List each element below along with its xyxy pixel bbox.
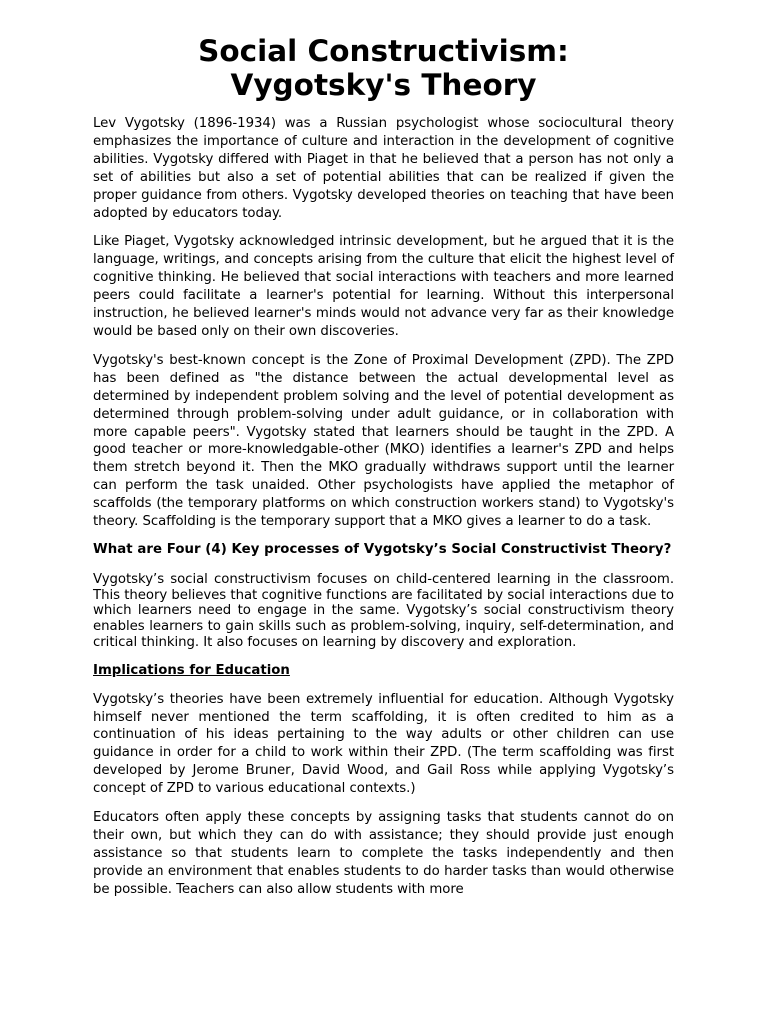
implications-paragraph: Vygotsky’s theories have been extremely influential for education. Although Vygotsky himself never mentioned the term scaffolding, it is often credited to him as a continuation of his ideas pertaining to the way adults or other children can use guidance in order for a child to work within their ZPD. (The term scaffolding was first developed by Jerome Bruner, David Wood, and Gail Ross while applying Vygotsky’s concept of ZPD to various educational contexts.) xyxy=(93,691,674,797)
key-processes-heading: What are Four (4) Key processes of Vygotsky’s Social Constructivist Theory? xyxy=(93,541,672,557)
educators-paragraph: Educators often apply these concepts by assigning tasks that students cannot do on their own, but which they can do with assistance; they should provide just enough assistance so that students learn to complete the tasks independently and then provide an environment that enables students to do harder tasks than would otherwise be possible. Teachers can also allow students with more xyxy=(93,810,674,897)
title-line-1: Social Constructivism: xyxy=(198,34,569,68)
zpd-paragraph: Vygotsky's best-known concept is the Zone of Proximal Development (ZPD). The ZPD has been defined as "the distance between the actual developmental level as determined by independent problem solving and the level of potential development as determined through problem-solving under adult guidance, or in collaboration with more capable peers". Vygotsky stated that learners should be taught in the ZPD. A good teacher or more-knowledgable-other (MKO) identifies a learner's ZPD and helps them stretch beyond it. Then the MKO gradually withdraws support until the learner can perform the task unaided. Other psychologists have applied the metaphor of scaffolds (the temporary platforms on which construction workers stand) to Vygotsky's theory. Scaffolding is the temporary support that a MKO gives a learner to do a task. xyxy=(93,352,674,530)
implications-heading: Implications for Education xyxy=(93,662,290,678)
document-body xyxy=(93,115,674,899)
page-title xyxy=(93,34,674,102)
title-line-2: Vygotsky's Theory xyxy=(230,68,537,102)
key-processes-paragraph: Vygotsky’s social constructivism focuses on child-centered learning in the classroom. This theory believes that cognitive functions are facilitated by social interactions due to which learners need to engage in the same. Vygotsky’s social constructivism theory enables learners to gain skills such as problem-solving, inquiry, self-determination, and critical thinking. It also focuses on learning by discovery and exploration. xyxy=(93,571,674,650)
piaget-comparison-paragraph: Like Piaget, Vygotsky acknowledged intrinsic development, but he argued that it is the language, writings, and concepts arising from the culture that elicit the highest level of cognitive thinking. He believed that social interactions with teachers and more learned peers could facilitate a learner's potential for learning. Without this interpersonal instruction, he believed learner's minds would not advance very far as their knowledge would be based only on their own discoveries. xyxy=(93,234,674,339)
document-page xyxy=(93,34,674,899)
intro-paragraph: Lev Vygotsky (1896-1934) was a Russian psychologist whose sociocultural theory emphasizes the importance of culture and interaction in the development of cognitive abilities. Vygotsky differed with Piaget in that he believed that a person has not only a set of abilities but also a set of potential abilities that can be realized if given the proper guidance from others. Vygotsky developed theories on teaching that have been adopted by educators today. xyxy=(93,116,674,221)
